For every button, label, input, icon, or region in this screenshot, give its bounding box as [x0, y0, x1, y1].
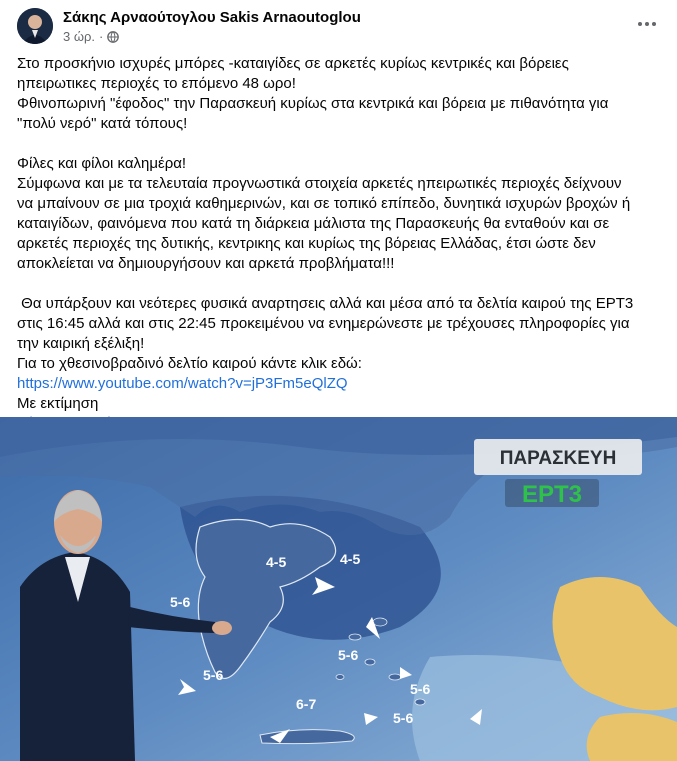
island-land: [607, 733, 623, 741]
paragraph-updates: [17, 294, 662, 434]
paragraph-greeting: [17, 154, 662, 274]
wave-label: 4-5: [340, 551, 361, 567]
text-line: την καιρική εξέλιξη!: [17, 335, 145, 352]
text-line: καταιγίδων, φαινόμενα που κατά τη διάρκεια μάλιστα της Παρασκευής θα ενταθούν και σε: [17, 215, 610, 232]
weather-map-image[interactable]: [0, 417, 677, 761]
text-line: ηπειρωτικες περιοχές το επόμενο 48 ωρο!: [17, 75, 296, 92]
weather-map: [0, 417, 677, 761]
text-line: Στο προσκήνιο ισχυρές μπόρες -καταιγίδες σε αρκετές κυρίως κεντρικές και βόρειες: [17, 55, 569, 72]
post-time[interactable]: 3 ώρ.: [63, 29, 95, 44]
text-line: στις 16:45 αλλά και στις 22:45 προκειμένου να ενημερώνεστε με τρέχουσες πληροφορίες για: [17, 315, 630, 332]
wave-label: 5-6: [203, 667, 224, 683]
meta-separator: ·: [99, 29, 104, 44]
post-text: [17, 54, 662, 434]
text-line: αρκετές περιοχές της δυτικής, κεντρικης και κυρίως της βόρειας Ελλάδας, έτσι ώστε δεν: [17, 235, 596, 252]
globe-icon: [107, 31, 119, 43]
author-avatar[interactable]: [17, 8, 53, 44]
author-name[interactable]: Σάκης Αρναούτογλου Sakis Arnaoutoglou: [63, 9, 361, 26]
wave-label: 6-7: [296, 696, 317, 712]
text-line: Θα υπάρξουν και νεότερες φυσικά αναρτησεις αλλά και μέσα από τα δελτία καιρού της ΕΡΤ3: [17, 295, 634, 312]
wave-label: 5-6: [170, 594, 191, 610]
channel-logo: [505, 479, 599, 508]
cyprus-land: [587, 713, 677, 761]
post-meta: [63, 29, 119, 44]
wave-label: 5-6: [338, 647, 359, 663]
channel-logo-text: ΕΡΤ3: [521, 481, 583, 508]
day-banner: [474, 439, 642, 475]
day-label: ΠΑΡΑΣΚΕΥΗ: [499, 448, 617, 469]
text-line: "πολύ νερό" κατά τόπους!: [17, 115, 188, 132]
paragraph-intro: [17, 54, 662, 134]
avatar-image: [17, 8, 53, 44]
text-line: Σύμφωνα και με τα τελευταία προγνωστικά στοιχεία αρκετές ηπειρωτικές περιοχές δείχνουν: [17, 175, 622, 192]
text-line: να μπαίνουν σε μια τροχιά καθημερινών, και σε τοπικό επίπεδο, δυνητικά ισχυρών βροχών ή: [17, 195, 631, 212]
wave-label: 5-6: [410, 681, 431, 697]
post-header: [0, 0, 677, 48]
text-line: αποκλείεται να δημιουργήσουν και αρκετά προβλήματα!!!: [17, 255, 395, 272]
more-options-icon[interactable]: [635, 12, 659, 36]
text-line: Φίλες και φίλοι καλημέρα!: [17, 155, 187, 172]
text-line: Φθινοπωρινή "έφοδος" την Παρασκευή κυρίως στα κεντρικά και βόρεια με πιθανότητα για: [17, 95, 609, 112]
youtube-link[interactable]: https://www.youtube.com/watch?v=jP3Fm5eQlZQ: [17, 375, 348, 392]
wave-label: 4-5: [266, 554, 287, 570]
closing-line: Με εκτίμηση: [17, 395, 99, 412]
text-line: Για το χθεσινοβραδινό δελτίο καιρού κάντε κλικ εδώ:: [17, 355, 362, 372]
wave-label: 5-6: [393, 710, 414, 726]
